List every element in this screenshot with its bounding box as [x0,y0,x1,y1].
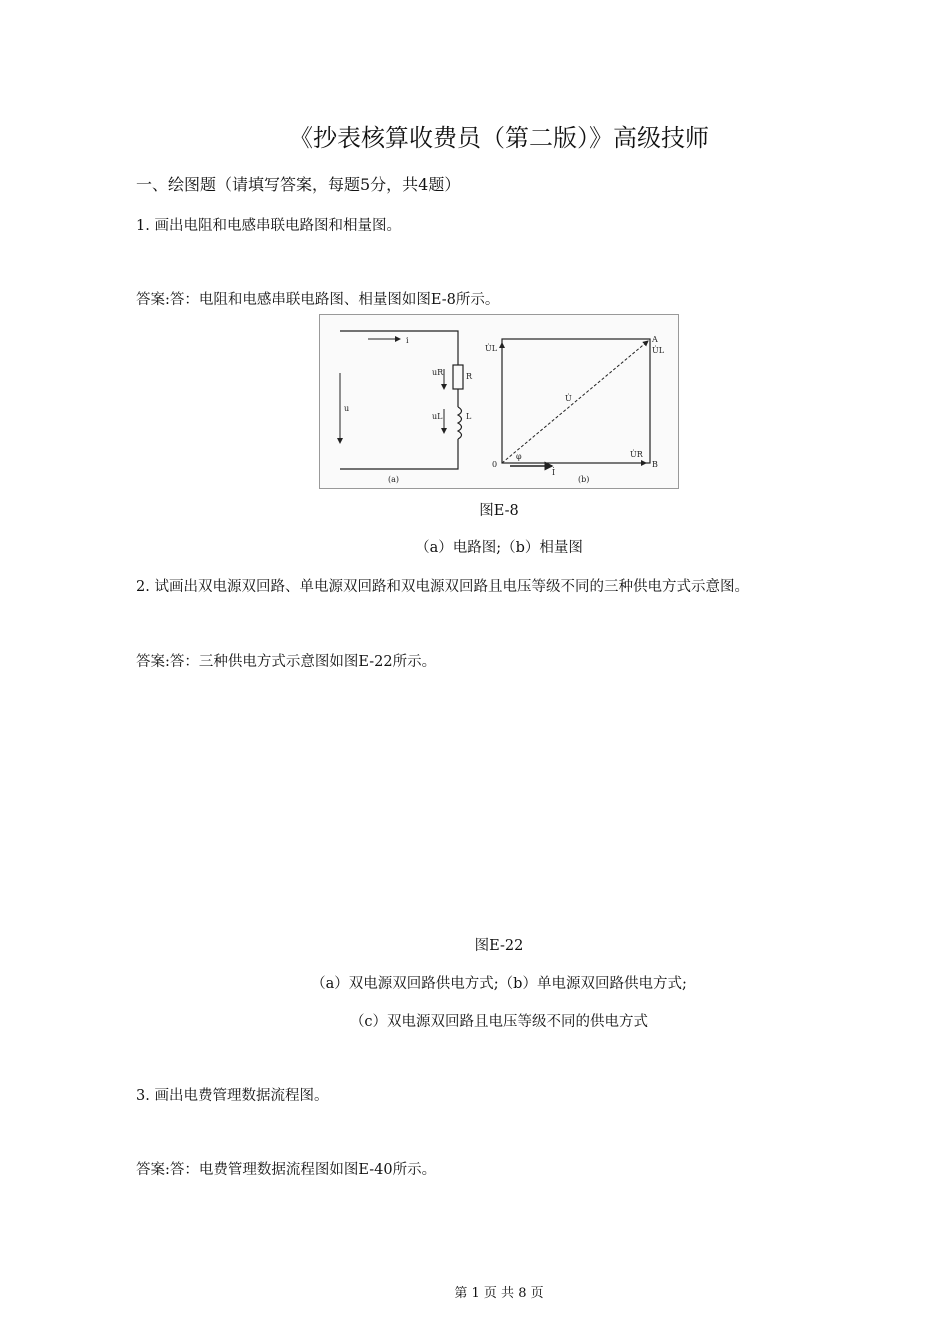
label-b: (b) [578,475,590,484]
label-UL-left: U̇L [485,344,498,353]
question-1: 1. 画出电阻和电感串联电路图和相量图。 [136,218,401,234]
answer-1: 答案:答：电阻和电感串联电路图、相量图如图E-8所示。 [136,292,500,308]
label-I: İ [552,468,556,477]
label-uL: uL [432,412,443,421]
figure-e22-title: 图E-22 [474,938,524,954]
label-u: u [344,404,350,413]
label-zero: 0 [492,460,498,469]
label-U: U̇ [565,394,572,403]
figure-e8-drawing [320,315,678,488]
label-L: L [466,412,472,421]
label-R: R [466,372,473,381]
figure-e8 [319,314,679,489]
question-2: 2. 试画出双电源双回路、单电源双回路和双电源双回路且电压等级不同的三种供电方式示意图。 [136,579,749,595]
label-B: B [652,460,658,469]
page-title: 《抄表核算收费员（第二版）》高级技师 [289,124,709,152]
figure-e22-caption-1: （a）双电源双回路供电方式;（b）单电源双回路供电方式; [311,976,687,992]
label-a: (a) [388,475,400,484]
figure-e22-caption-2: （c）双电源双回路且电压等级不同的供电方式 [349,1014,649,1030]
label-UL-right: U̇L [652,346,665,355]
question-3: 3. 画出电费管理数据流程图。 [136,1088,329,1104]
answer-2: 答案:答：三种供电方式示意图如图E-22所示。 [136,654,437,670]
section-heading: 一、绘图题（请填写答案，每题5分，共4题） [136,175,461,194]
label-uR: uR [432,368,444,377]
page-footer: 第 1 页 共 8 页 [454,1286,544,1301]
label-phi: φ [516,452,522,461]
figure-e8-caption: （a）电路图;（b）相量图 [415,540,583,556]
figure-e8-title: 图E-8 [479,503,519,519]
answer-3: 答案:答：电费管理数据流程图如图E-40所示。 [136,1162,437,1178]
label-i: i [406,336,409,345]
label-UR: U̇R [630,450,643,459]
label-A: A [652,335,658,344]
